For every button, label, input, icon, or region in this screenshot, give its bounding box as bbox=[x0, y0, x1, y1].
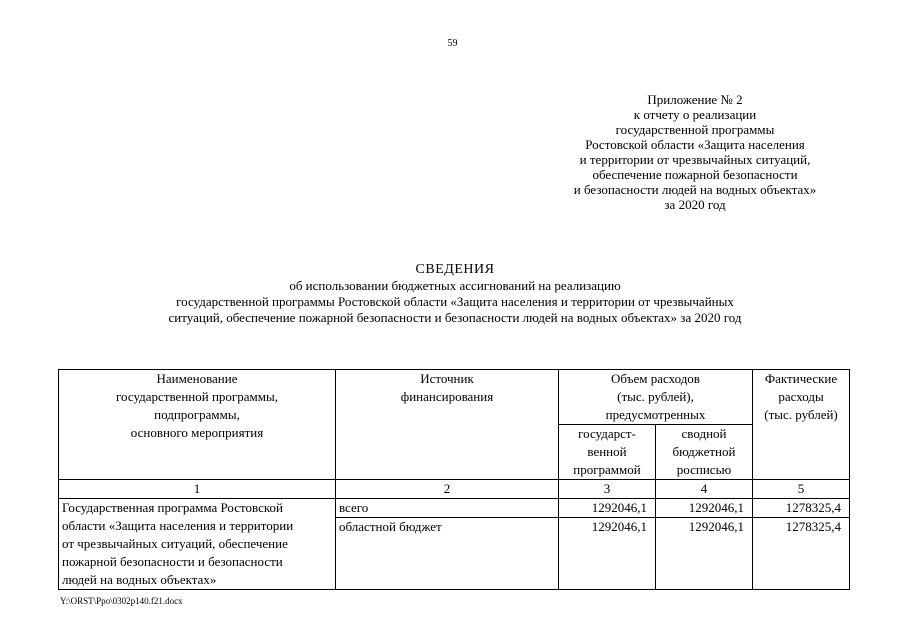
appendix-line: и безопасности людей на водных объектах» bbox=[573, 182, 817, 197]
header-program-line: программой bbox=[573, 462, 641, 477]
source-cell: областной бюджет bbox=[336, 518, 559, 590]
header-actual-line: расходы bbox=[778, 389, 824, 404]
report-title: СВЕДЕНИЯ bbox=[415, 262, 495, 277]
header-name-line: основного мероприятия bbox=[130, 425, 264, 440]
header-budget-line: сводной bbox=[681, 426, 727, 441]
header-source-line: финансирования bbox=[400, 389, 494, 404]
appendix-line: Ростовской области «Защита населения bbox=[585, 137, 805, 152]
header-planned bbox=[559, 370, 753, 425]
actual-amount-cell: 1278325,4 bbox=[753, 518, 850, 590]
column-number: 3 bbox=[559, 480, 656, 499]
header-planned-line: Объем расходов bbox=[611, 371, 700, 386]
actual-amount-cell: 1278325,4 bbox=[753, 499, 850, 518]
header-planned-line: (тыс. рублей), bbox=[617, 389, 694, 404]
header-row bbox=[59, 370, 850, 425]
budget-amount-cell: 1292046,1 bbox=[656, 518, 753, 590]
report-subtitle-line: ситуаций, обеспечение пожарной безопасности и безопасности людей на водных объектах» за 2020 год bbox=[168, 310, 742, 325]
header-actual-line: Фактические bbox=[764, 371, 838, 386]
header-source-line: Источник bbox=[420, 371, 474, 386]
header-actual bbox=[753, 370, 850, 480]
program-amount-cell: 1292046,1 bbox=[559, 518, 656, 590]
program-name-line: людей на водных объектах» bbox=[62, 572, 217, 587]
header-planned-line: предусмотренных bbox=[605, 407, 706, 422]
header-program-line: государст- bbox=[578, 426, 636, 441]
appendix-line: за 2020 год bbox=[664, 197, 726, 212]
program-name-line: Государственная программа Ростовской bbox=[62, 500, 283, 515]
report-subtitle-line: об использовании бюджетных ассигнований на реализацию bbox=[289, 278, 621, 293]
appendix-line: к отчету о реализации bbox=[633, 107, 757, 122]
column-number: 2 bbox=[336, 480, 559, 499]
appendix-block bbox=[545, 92, 845, 212]
header-name-line: подпрограммы, bbox=[154, 407, 240, 422]
header-budget-line: росписью bbox=[676, 462, 732, 477]
header-name-line: Наименование bbox=[156, 371, 238, 386]
header-budget bbox=[656, 425, 753, 480]
report-heading bbox=[60, 262, 850, 326]
program-name-line: области «Защита населения и территории bbox=[62, 518, 294, 533]
header-program-line: венной bbox=[587, 444, 627, 459]
column-number: 1 bbox=[59, 480, 336, 499]
appendix-line: и территории от чрезвычайных ситуаций, bbox=[579, 152, 811, 167]
column-number-row bbox=[59, 480, 850, 499]
header-name bbox=[59, 370, 336, 480]
budget-amount-cell: 1292046,1 bbox=[656, 499, 753, 518]
column-number: 5 bbox=[753, 480, 850, 499]
program-name-cell bbox=[59, 499, 336, 590]
source-cell: всего bbox=[336, 499, 559, 518]
file-path-footer: Y:\ORST\Ppo\0302p140.f21.docx bbox=[60, 596, 183, 606]
appendix-line: обеспечение пожарной безопасности bbox=[592, 167, 798, 182]
header-name-line: государственной программы, bbox=[116, 389, 278, 404]
program-amount-cell: 1292046,1 bbox=[559, 499, 656, 518]
program-name-line: от чрезвычайных ситуаций, обеспечение bbox=[62, 536, 288, 551]
header-program bbox=[559, 425, 656, 480]
table-row bbox=[59, 499, 850, 518]
header-budget-line: бюджетной bbox=[672, 444, 736, 459]
budget-table bbox=[58, 369, 850, 590]
column-number: 4 bbox=[656, 480, 753, 499]
appendix-line: государственной программы bbox=[615, 122, 775, 137]
page-number: 59 bbox=[447, 38, 458, 49]
header-source bbox=[336, 370, 559, 480]
header-actual-line: (тыс. рублей) bbox=[764, 407, 838, 422]
program-name-line: пожарной безопасности и безопасности bbox=[62, 554, 283, 569]
report-subtitle-line: государственной программы Ростовской области «Защита населения и территории от чрезвычайных bbox=[176, 294, 734, 309]
appendix-line: Приложение № 2 bbox=[647, 92, 743, 107]
